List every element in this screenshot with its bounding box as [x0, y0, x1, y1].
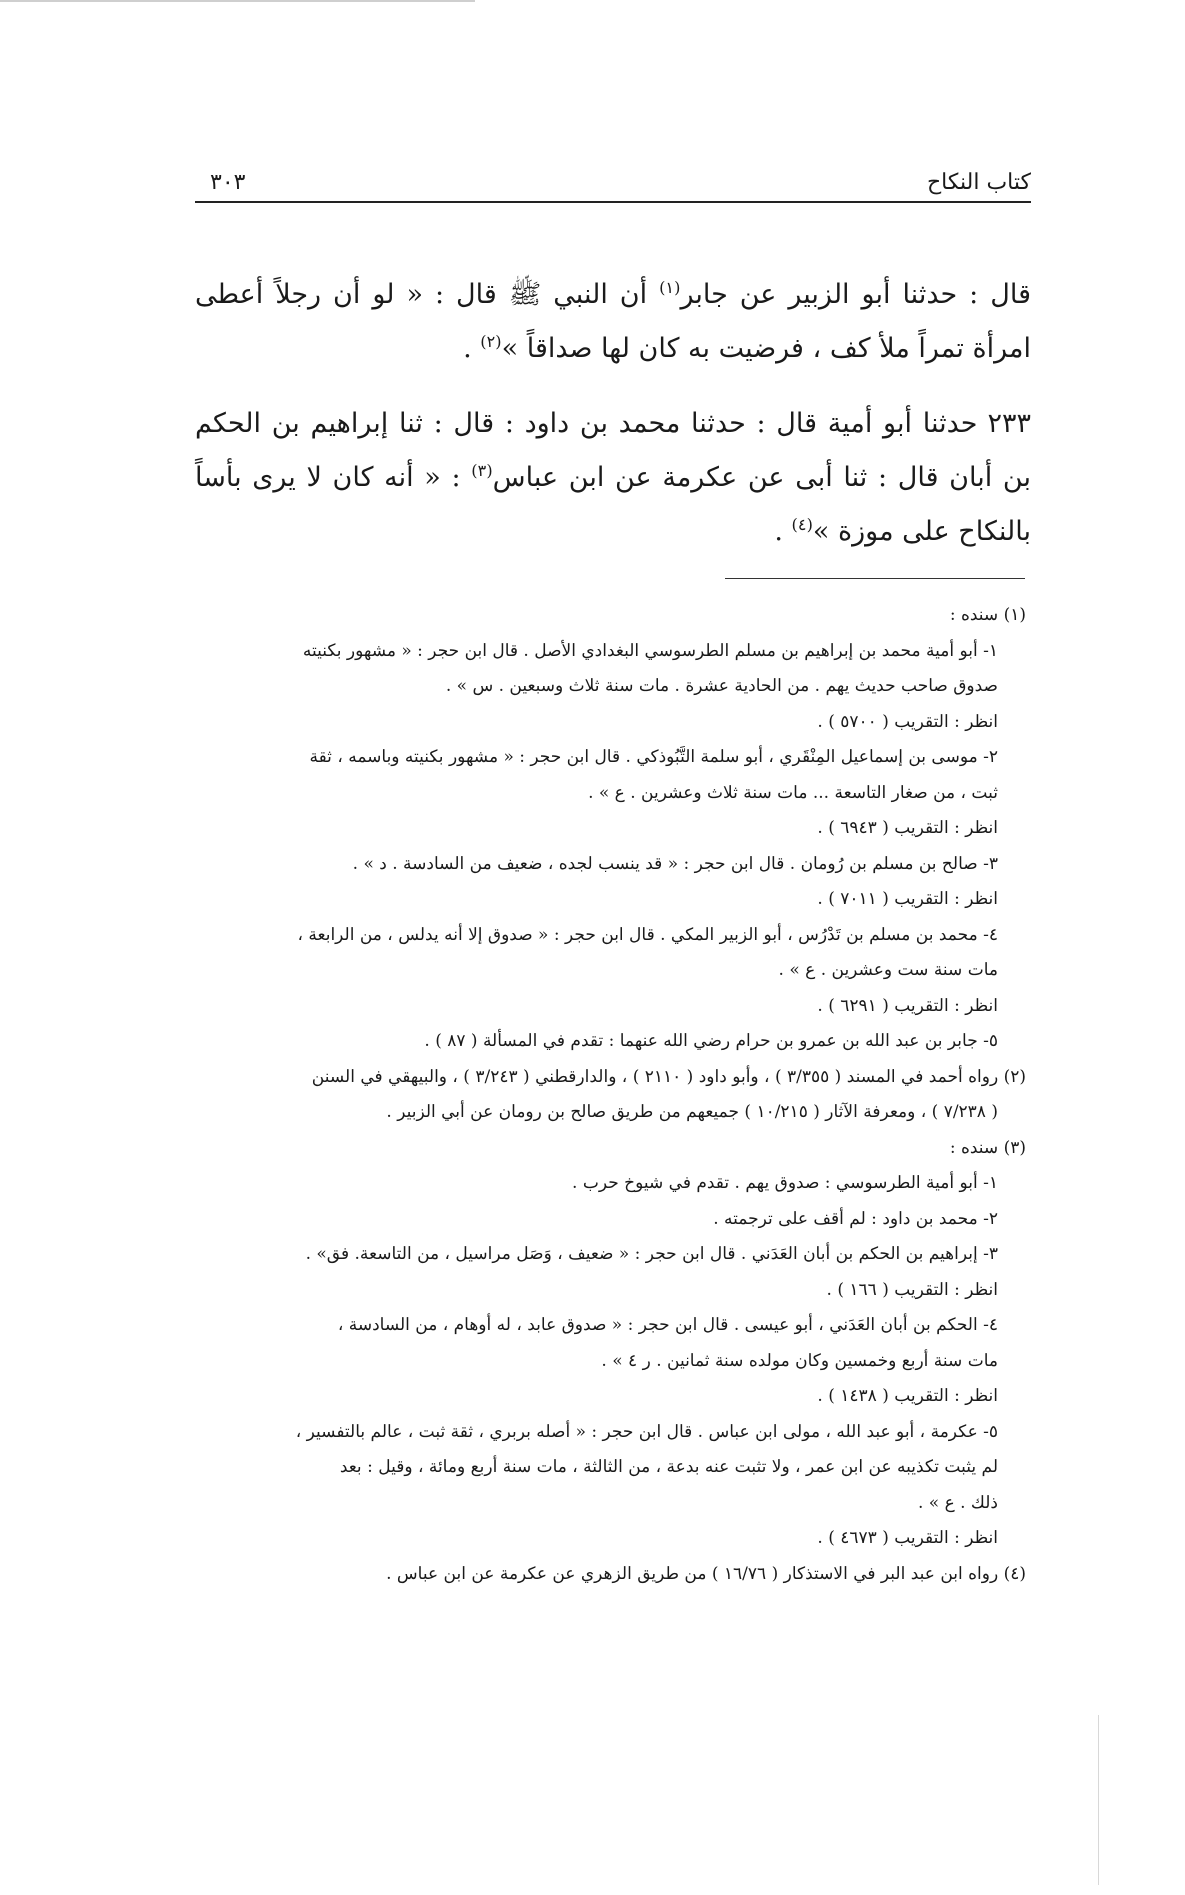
footnote-line: (٣) سنده :	[949, 1137, 1026, 1158]
top-edge-rule	[0, 0, 475, 2]
margin-rule	[1098, 1715, 1099, 1885]
footnote-line: ٥- جابر بن عبد الله بن عمرو بن حرام رضي الله عنهما : تقدم في المسألة ( ٨٧ ) .	[424, 1031, 998, 1051]
footnote-ref: (٢)	[480, 332, 502, 351]
hadith-text: قال : حدثنا أبو الزبير عن جابر	[680, 279, 1031, 310]
footnote-line: ١- أبو أمية محمد بن إبراهيم بن مسلم الطرسوسي البغدادي الأصل . قال ابن حجر : « مشهور بكنيته	[302, 640, 998, 661]
hadith-text: أن النبي ﷺ قال : « لو أن رجلاً أعطى امرأة تمراً ملأ كف ، فرضيت به كان لها صداقاً »	[195, 279, 1031, 364]
book-chapter-title: كتاب النكاح	[926, 170, 1031, 195]
running-header	[195, 170, 1031, 200]
footnote-line: انظر : التقريب ( ٦٩٤٣ ) .	[817, 818, 998, 838]
footnote-separator	[725, 578, 1025, 579]
footnote-line: لم يثبت تكذيبه عن ابن عمر ، ولا تثبت عنه بدعة ، من الثالثة ، مات سنة أربع ومائة ، وقيل : بعد	[339, 1457, 998, 1477]
footnote-line: ٣- إبراهيم بن الحكم بن أبان العَدَني . قال ابن حجر : « ضعيف ، وَصَل مراسيل ، من التاسعة. فق» .	[305, 1244, 998, 1264]
footnote-line: ثبت ، من صغار التاسعة ... مات سنة ثلاث وعشرين . ع » .	[588, 782, 998, 803]
footnote-line: ٥- عكرمة ، أبو عبد الله ، مولى ابن عباس . قال ابن حجر : « أصله بربري ، ثقة ثبت ، عالم بالتفسير ،	[295, 1421, 998, 1442]
header-rule	[195, 201, 1031, 203]
footnote-ref: (١)	[659, 278, 681, 297]
footnote-ref: (٣)	[471, 461, 493, 480]
footnotes	[190, 598, 1026, 1592]
hadith-text: .	[463, 333, 481, 364]
footnote-line: (٤) رواه ابن عبد البر في الاستذكار ( ١٦/٧٦ ) من طريق الزهري عن عكرمة عن ابن عباس .	[386, 1563, 1026, 1584]
footnote-line: صدوق صاحب حديث يهم . من الحادية عشرة . مات سنة ثلاث وسبعين . س » .	[445, 676, 998, 696]
hadith-text: .	[774, 516, 792, 547]
footnote-line: انظر : التقريب ( ١٤٣٨ ) .	[817, 1386, 998, 1406]
footnote-line: ٤- الحكم بن أبان العَدَني ، أبو عيسى . قال ابن حجر : « صدوق عابد ، له أوهام ، من السادسة ،	[337, 1315, 998, 1335]
footnote-line: (٢) رواه أحمد في المسند ( ٣/٣٥٥ ) ، وأبو داود ( ٢١١٠ ) ، والدارقطني ( ٣/٢٤٣ ) ، والبيهقي في السنن	[311, 1066, 1026, 1087]
footnote-ref: (٤)	[791, 515, 813, 534]
footnote-line: ٢- محمد بن داود : لم أقف على ترجمته .	[713, 1208, 998, 1229]
footnote-line: ٤- محمد بن مسلم بن تَدْرُس ، أبو الزبير المكي . قال ابن حجر : « صدوق إلا أنه يدلس ، من الرابعة ،	[297, 924, 998, 945]
hadith-text: : « أنه كان لا يرى بأساً بالنكاح على موزة »	[195, 462, 1031, 547]
footnote-line: ٢- موسى بن إسماعيل المِنْقَري ، أبو سلمة التَّبُوذكي . قال ابن حجر : « مشهور بكنيته وباسمه ، ثقة	[309, 747, 998, 767]
footnote-line: انظر : التقريب ( ١٦٦ ) .	[826, 1279, 998, 1300]
page-number: ٣٠٣	[210, 170, 246, 195]
footnote-line: ( ٧/٢٣٨ ) ، ومعرفة الآثار ( ١٠/٢١٥ ) جميعهم من طريق صالح بن رومان عن أبي الزبير .	[386, 1102, 998, 1122]
hadith-paragraph-2	[195, 397, 1031, 559]
footnote-line: انظر : التقريب ( ٧٠١١ ) .	[817, 889, 998, 909]
footnote-line: ١- أبو أمية الطرسوسي : صدوق يهم . تقدم في شيوخ حرب .	[572, 1173, 998, 1193]
footnote-line: مات سنة أربع وخمسين وكان مولده سنة ثمانين . ر ٤ » .	[601, 1350, 998, 1371]
footnote-line: انظر : التقريب ( ٥٧٠٠ ) .	[817, 711, 998, 732]
footnote-line: انظر : التقريب ( ٤٦٧٣ ) .	[817, 1528, 998, 1548]
footnote-line: ٣- صالح بن مسلم بن رُومان . قال ابن حجر : « قد ينسب لجده ، ضعيف من السادسة . د » .	[352, 853, 998, 874]
hadith-paragraph-1	[195, 268, 1031, 376]
footnote-line: انظر : التقريب ( ٦٢٩١ ) .	[817, 995, 998, 1016]
hadith-text: حدثنا أبو أمية قال : حدثنا محمد بن داود : قال : ثنا إبراهيم بن الحكم بن أبان قال : ثنا أبى عن عكرمة عن ابن عباس	[195, 408, 1031, 493]
footnote-line: (١) سنده :	[949, 605, 1026, 625]
footnote-line: ذلك . ع » .	[917, 1492, 998, 1513]
hadith-number: ٢٣٣	[987, 408, 1031, 439]
footnote-line: مات سنة ست وعشرين . ع » .	[778, 960, 998, 980]
